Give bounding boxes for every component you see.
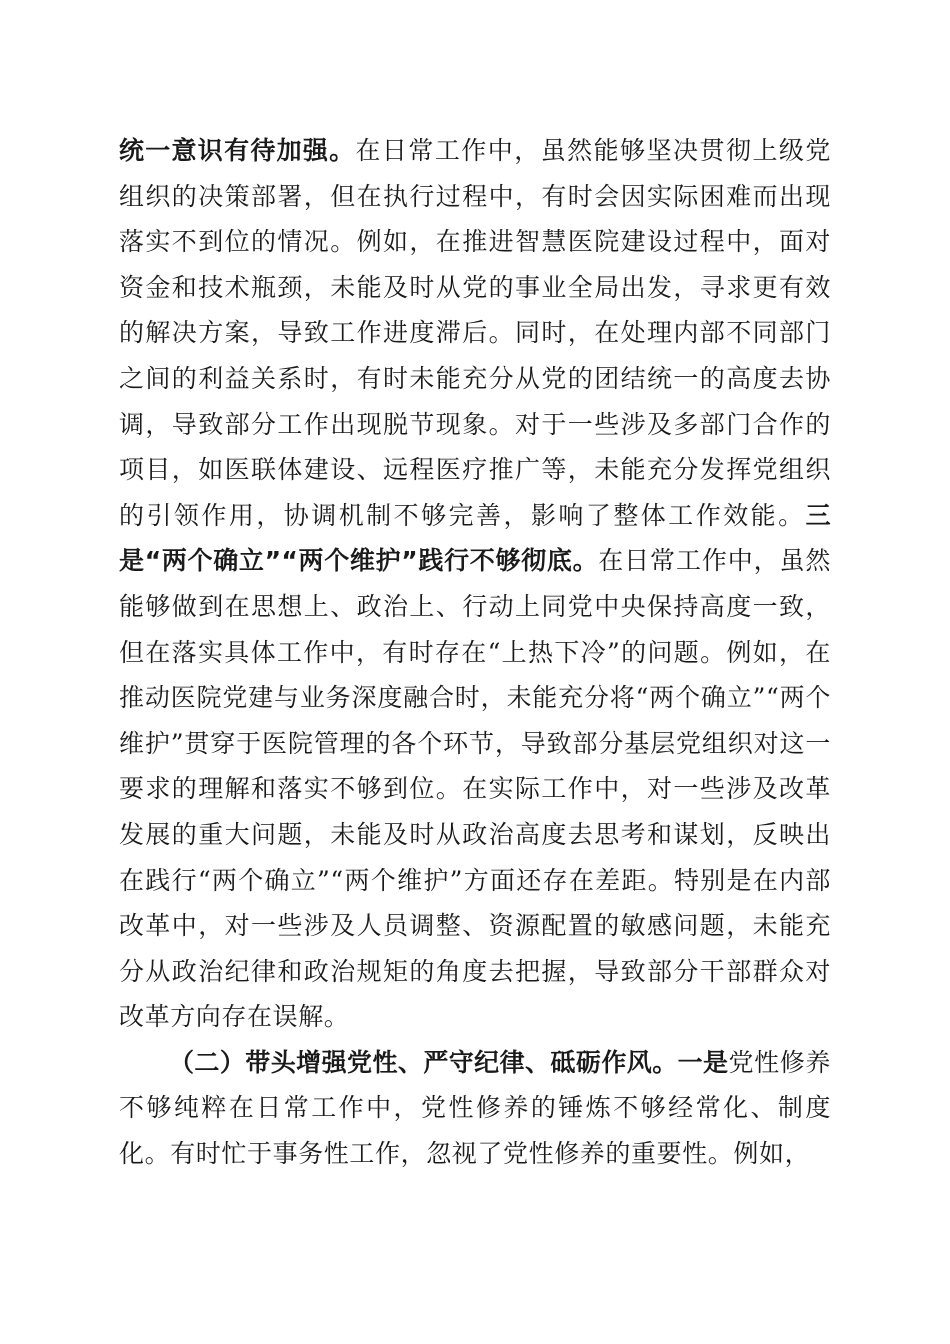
paragraph-1	[119, 128, 831, 1040]
paragraph-1-text-b: 在日常工作中，虽然能够做到在思想上、政治上、行动上同党中央保持高度一致，但在落实具体工作中，有时存在“上热下冷”的问题。例如，在推动医院党建与业务深度融合时，未能充分将“两个确立”“两个维护”贯穿于医院管理的各个环节，导致部分基层党组织对这一要求的理解和落实不够到位。在实际工作中，对一些涉及改革发展的重大问题，未能及时从政治高度去思考和谋划，反映出在践行“两个确立”“两个维护”方面还存在差距。特别是在内部改革中，对一些涉及人员调整、资源配置的敏感问题，未能充分从政治纪律和政治规矩的角度去把握，导致部分干部群众对改革方向存在误解。	[119, 546, 831, 1032]
paragraph-2-text: 党性修养不够纯粹在日常工作中，党性修养的锤炼不够经常化、制度化。有时忙于事务性工作，忽视了党性修养的重要性。例如，	[119, 1047, 831, 1169]
heading-section-two: （二）带头增强党性、严守纪律、砥砺作风。一是	[169, 1047, 729, 1077]
body-text	[119, 128, 831, 1177]
heading-unified-awareness: 统一意识有待加强。	[119, 136, 356, 165]
paragraph-2	[119, 1040, 831, 1177]
heading-two-establishments: 三是“两个确立”“两个维护”践行不够彻底。	[119, 500, 831, 576]
paragraph-1-text-a: 在日常工作中，虽然能够坚决贯彻上级党组织的决策部署，但在执行过程中，有时会因实际困难而出现落实不到位的情况。例如，在推进智慧医院建设过程中，面对资金和技术瓶颈，未能及时从党的事业全局出发，寻求更有效的解决方案，导致工作进度滞后。同时，在处理内部不同部门之间的利益关系时，有时未能充分从党的团结统一的高度去协调，导致部分工作出现脱节现象。对于一些涉及多部门合作的项目，如医联体建设、远程医疗推广等，未能充分发挥党组织的引领作用，协调机制不够完善，影响了整体工作效能。	[119, 136, 831, 530]
